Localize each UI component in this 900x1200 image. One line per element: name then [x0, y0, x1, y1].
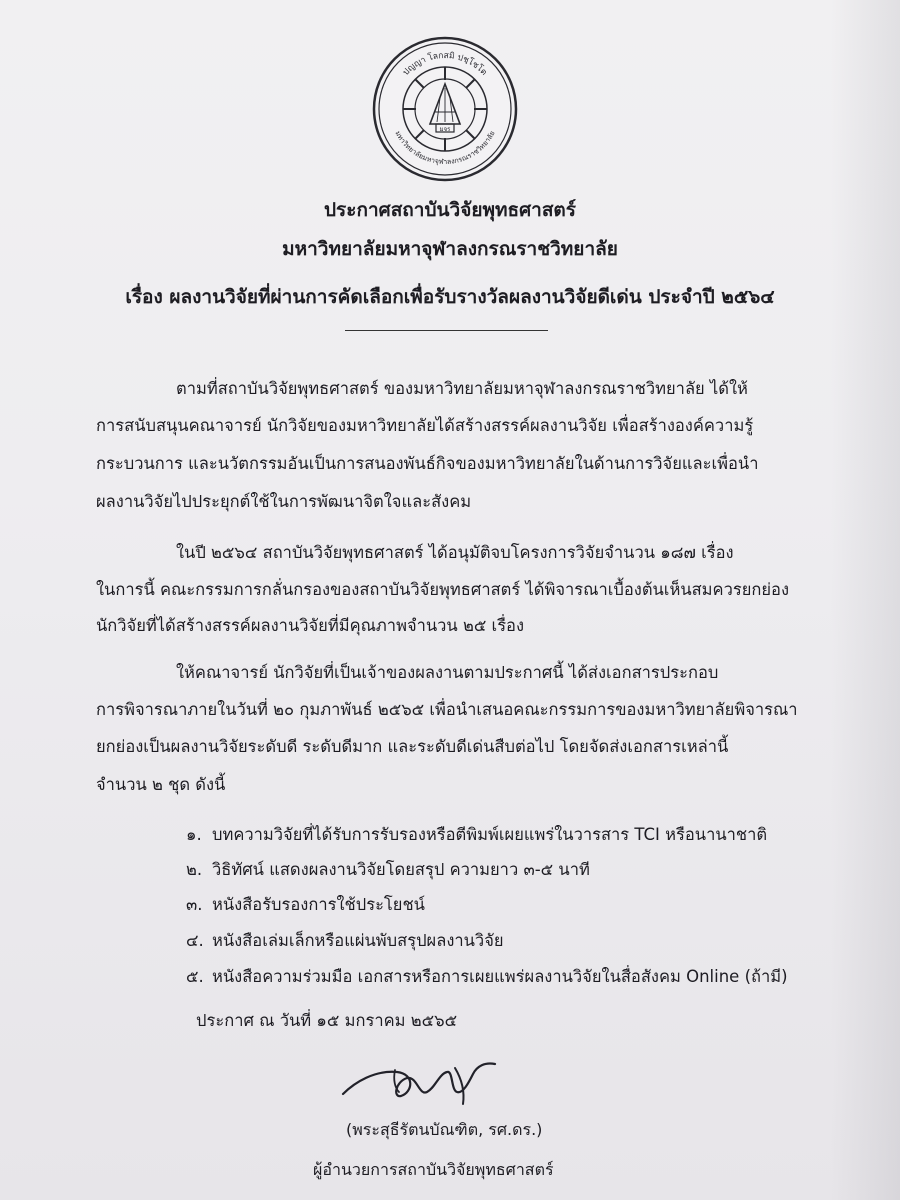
signatory-name: (พระสุธีรัตนบัณฑิต, รศ.ดร.)	[346, 1120, 543, 1139]
list-item-text: หนังสือความร่วมมือ เอกสารหรือการเผยแพร่ผลงานวิจัยในสื่อสังคม Online (ถ้ามี)	[212, 967, 788, 986]
list-item	[186, 857, 590, 883]
university-seal-logo	[372, 36, 518, 182]
paragraph-2-line-3: นักวิจัยที่ได้สร้างสรรค์ผลงานวิจัยที่มีคุณภาพจำนวน ๒๕ เรื่อง	[96, 616, 525, 635]
title-divider	[345, 330, 548, 331]
seal-center-text: มจร	[439, 126, 451, 133]
list-item	[186, 892, 425, 918]
list-item-number: ๓.	[186, 895, 203, 914]
list-item	[186, 928, 504, 954]
announcement-subject: เรื่อง ผลงานวิจัยที่ผ่านการคัดเลือกเพื่อรับรางวัลผลงานวิจัยดีเด่น ประจำปี ๒๕๖๔	[125, 286, 775, 308]
list-item-text: วิธิทัศน์ แสดงผลงานวิจัยโดยสรุป ความยาว ๓-๕ นาที	[212, 860, 590, 879]
announcement-date: ประกาศ ณ วันที่ ๑๕ มกราคม ๒๕๖๕	[196, 1011, 458, 1030]
signatory-position: ผู้อำนวยการสถาบันวิจัยพุทธศาสตร์	[313, 1160, 554, 1179]
university-name: มหาวิทยาลัยมหาจุฬาลงกรณราชวิทยาลัย	[282, 238, 618, 260]
seal-top-text: ปญญา โลกสมิ ปชฺโชโต	[401, 50, 489, 78]
list-item-text: บทความวิจัยที่ได้รับการรับรองหรือตีพิมพ์เผยแพร่ในวารสาร TCI หรือนานาชาติ	[212, 825, 768, 844]
paragraph-3-line-2: การพิจารณาภายในวันที่ ๒๐ กุมภาพันธ์ ๒๕๖๕ เพื่อนำเสนอคณะกรรมการของมหาวิทยาลัยพิจารณา	[96, 700, 798, 719]
list-item	[186, 964, 788, 990]
list-item-number: ๔.	[186, 931, 204, 950]
paragraph-1-line-3: กระบวนการ และนวัตกรรมอันเป็นการสนองพันธ์กิจของมหาวิทยาลัยในด้านการวิจัยและเพื่อนำ	[96, 454, 759, 473]
paragraph-3-line-1: ให้คณาจารย์ นักวิจัยที่เป็นเจ้าของผลงานตามประกาศนี้ ได้ส่งเอกสารประกอบ	[176, 663, 719, 682]
list-item-number: ๕.	[186, 967, 204, 986]
list-item-text: หนังสือเล่มเล็กหรือแผ่นพับสรุปผลงานวิจัย	[212, 931, 504, 950]
list-item-number: ๒.	[186, 860, 203, 879]
list-item	[186, 822, 767, 848]
paragraph-1-line-4: ผลงานวิจัยไปประยุกต์ใช้ในการพัฒนาจิตใจและสังคม	[96, 492, 472, 511]
list-item-number: ๑.	[186, 825, 202, 844]
paragraph-3-line-4: จำนวน ๒ ชุด ดังนี้	[96, 775, 226, 794]
seal-bottom-text: มหาวิทยาลัยมหาจุฬาลงกรณราชวิทยาลัย	[393, 129, 497, 167]
announcement-title: ประกาศสถาบันวิจัยพุทธศาสตร์	[324, 199, 576, 221]
paragraph-1-line-2: การสนับสนุนคณาจารย์ นักวิจัยของมหาวิทยาลัยได้สร้างสรรค์ผลงานวิจัย เพื่อสร้างองค์ความรู้	[96, 416, 754, 435]
paragraph-2-line-1: ในปี ๒๕๖๔ สถาบันวิจัยพุทธศาสตร์ ได้อนุมัติจบโครงการวิจัยจำนวน ๑๘๗ เรื่อง	[176, 543, 734, 562]
list-item-text: หนังสือรับรองการใช้ประโยชน์	[212, 895, 425, 914]
paragraph-2-line-2: ในการนี้ คณะกรรมการกลั่นกรองของสถาบันวิจัยพุทธศาสตร์ ได้พิจารณาเบื้องต้นเห็นสมควรยกย่อง	[96, 580, 790, 599]
handwritten-signature	[335, 1052, 505, 1112]
paragraph-1-line-1: ตามที่สถาบันวิจัยพุทธศาสตร์ ของมหาวิทยาลัยมหาจุฬาลงกรณราชวิทยาลัย ได้ให้	[176, 379, 748, 398]
paragraph-3-line-3: ยกย่องเป็นผลงานวิจัยระดับดี ระดับดีมาก และระดับดีเด่นสืบต่อไป โดยจัดส่งเอกสารเหล่านี้	[96, 737, 729, 756]
paper-shadow	[830, 0, 900, 1200]
